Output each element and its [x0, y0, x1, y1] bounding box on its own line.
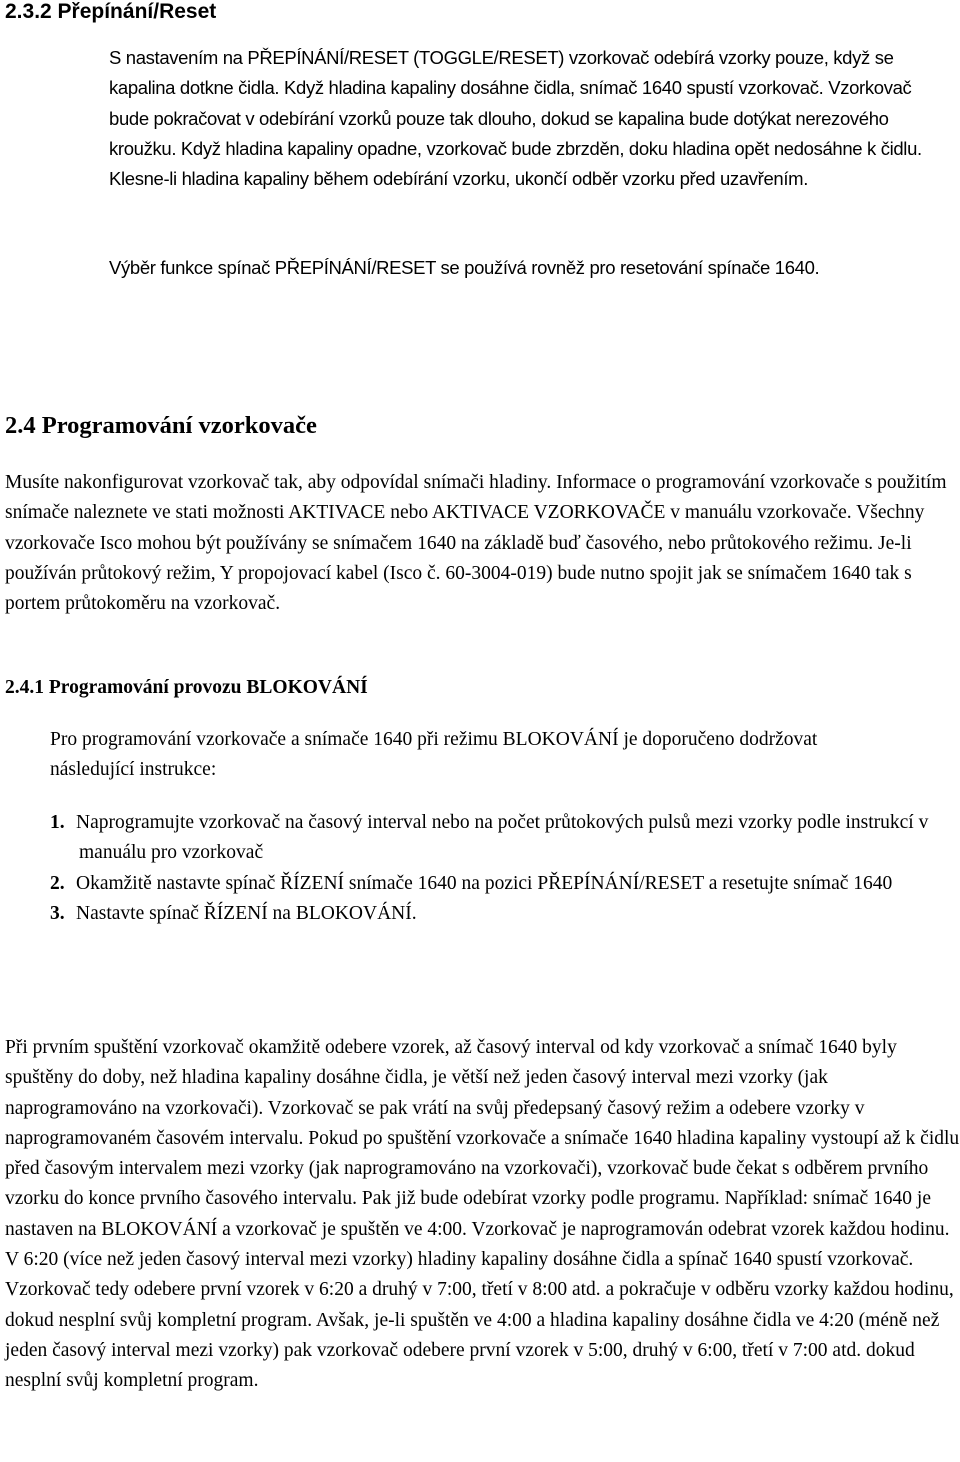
step-number: 3. — [50, 902, 65, 924]
list-item — [50, 899, 950, 929]
step-text: Naprogramujte vzorkovač na časový interval nebo na počet průtokových pulsů mezi vzorky podle instrukcí v manuálu pro vzorkovač — [76, 812, 929, 864]
step-number: 2. — [50, 872, 65, 894]
step-number: 1. — [50, 812, 65, 833]
step-text: Okamžitě nastavte spínač ŘÍZENÍ snímače 1640 na pozici PŘEPÍNÁNÍ/RESET a resetujte snímač 1640 — [76, 872, 893, 894]
section-2-4-heading: 2.4 Programování vzorkovače — [5, 412, 317, 439]
section-2-4-1-heading: 2.4.1 Programování provozu BLOKOVÁNÍ — [5, 677, 368, 698]
section-2-3-2-paragraph-2: Výběr funkce spínač PŘEPÍNÁNÍ/RESET se používá rovněž pro resetování spínače 1640. — [109, 257, 820, 278]
step-text: Nastavte spínač ŘÍZENÍ na BLOKOVÁNÍ. — [76, 902, 417, 924]
list-item — [50, 869, 950, 899]
section-2-3-2-heading: 2.3.2 Přepínání/Reset — [5, 0, 217, 23]
section-2-4-1-intro: Pro programování vzorkovače a snímače 1640 při režimu BLOKOVÁNÍ je doporučeno dodržovat následující instrukce: — [50, 729, 818, 781]
section-2-3-2-paragraph-1: S nastavením na PŘEPÍNÁNÍ/RESET (TOGGLE/RESET) vzorkovač odebírá vzorky pouze, když se kapalina dotkne čidla. Když hladina kapaliny dosáhne čidla, snímač 1640 spustí vzorkovač. Vzorkovač bude pokračovat v odebírání vzorků pouze tak dlouho, dokud se kapalina bude dotýkat nerezového kroužku. Když hladina kapaliny opadne, vzorkovač bude zbrzděn, doku hladina opět nedosáhne k čidlu. Klesne-li hladina kapaliny během odebírání vzorku, ukončí odběr vzorku před uzavřením. — [109, 47, 922, 190]
section-2-4-paragraph: Musíte nakonfigurovat vzorkovač tak, aby odpovídal snímači hladiny. Informace o programování vzorkovače s použitím snímače naleznete ve stati možnosti AKTIVACE nebo AKTIVACE VZORKOVAČE v manuálu vzorkovače. Všechny vzorkovače Isco mohou být používány se snímačem 1640 na základě buď časového, nebo průtokového režimu. Je-li používán průtokový režim, Y propojovací kabel (Isco č. 60-3004-019) bude nutno spojit jak se snímačem 1640 tak s portem průtokoměru na vzorkovač. — [5, 472, 947, 615]
section-2-4-1-closing-paragraph: Při prvním spuštění vzorkovač okamžitě odebere vzorek, až časový interval od kdy vzorkovač a snímač 1640 byly spuštěny do doby, než hladina kapaliny dosáhne čidla, je větší než jeden časový interval mezi vzorky (jak naprogramováno na vzorkovači). Vzorkovač se pak vrátí na svůj předepsaný časový režim a odebere vzorky v naprogramovaném časovém intervalu. Pokud po spuštění vzorkovače a snímače 1640 hladina kapaliny vystoupí až k čidlu před časovým intervalem mezi vzorky (jak naprogramováno na vzorkovači), vzorkovač bude čekat s odběrem prvního vzorku do konce prvního časového intervalu. Pak již bude odebírat vzorky podle programu. Například: snímač 1640 je nastaven na BLOKOVÁNÍ a vzorkovač je spuštěn ve 4:00. Vzorkovač je naprogramován odebrat vzorek každou hodinu. V 6:20 (více než jeden časový interval mezi vzorky) hladiny kapaliny dosáhne čidla a spínač 1640 spustí vzorkovač. Vzorkovač tedy odebere první vzorek v 6:20 a druhý v 7:00, třetí v 8:00 atd. a pokračuje v odběru vzorky každou hodinu, dokud nesplní svůj kompletní program. Avšak, je-li spuštěn ve 4:00 a hladina kapaliny dosáhne čidla ve 4:20 (méně než jeden časový interval mezi vzorky) pak vzorkovač odebere první vzorek v 5:00, druhý v 6:00, třetí v 7:00 atd. dokud nesplní svůj kompletní program. — [5, 1037, 960, 1392]
list-item — [50, 808, 950, 869]
instruction-list — [50, 808, 950, 929]
